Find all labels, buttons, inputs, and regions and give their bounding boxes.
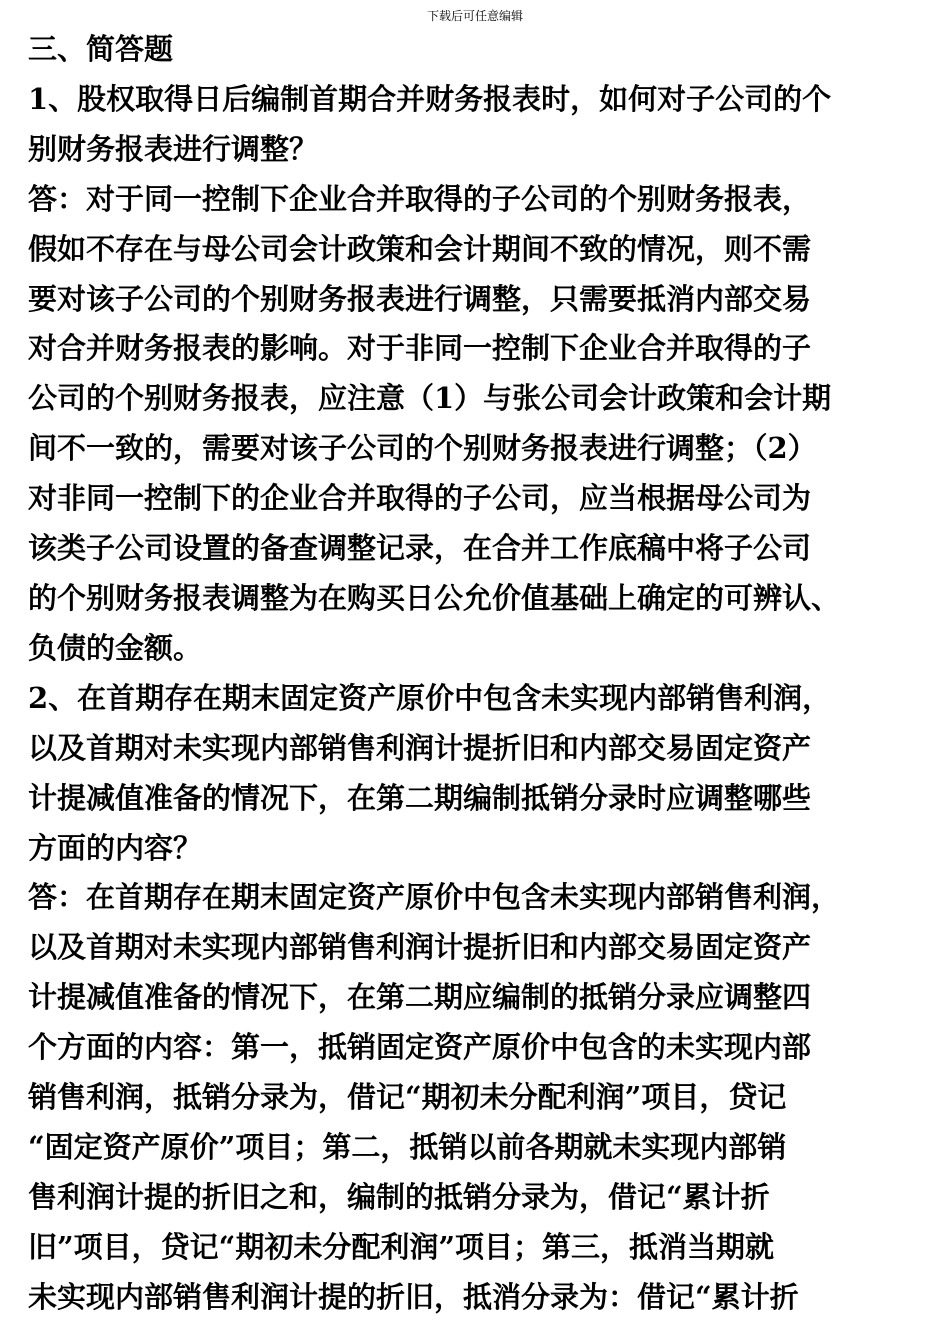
answer-2-line: 售利润计提的折旧之和，编制的抵销分录为，借记“累计折 [28,1179,770,1214]
answer-1-line: 负债的金额。 [28,630,203,665]
page-header-note: 下载后可任意编辑 [426,9,523,23]
answer-1-line: 对合并财务报表的影响。对于非同一控制下企业合并取得的子 [28,331,812,366]
question-2-line: 方面的内容？ [28,830,203,865]
section-title: 三、简答题 [28,32,174,66]
answer-1-line: 公司的个别财务报表，应注意（1）与张公司会计政策和会计期 [28,381,832,416]
question-2-line: 2、在首期存在期末固定资产原价中包含未实现内部销售利润， [28,680,832,715]
answer-2-line: 计提减值准备的情况下，在第二期应编制的抵销分录应调整四 [28,980,812,1015]
question-2-line: 以及首期对未实现内部销售利润计提折旧和内部交易固定资产 [28,730,812,765]
document-body [28,25,920,1323]
answer-1-line: 对非同一控制下的企业合并取得的子公司，应当根据母公司为 [28,481,812,516]
answer-2-line: 以及首期对未实现内部销售利润计提折旧和内部交易固定资产 [28,930,812,965]
answer-1-line: 答：对于同一控制下企业合并取得的子公司的个别财务报表， [28,181,812,216]
answer-2-line: 个方面的内容：第一，抵销固定资产原价中包含的未实现内部 [28,1030,812,1065]
answer-1-line: 该类子公司设置的备查调整记录，在合并工作底稿中将子公司 [28,531,812,566]
answer-1-line: 要对该子公司的个别财务报表进行调整，只需要抵消内部交易 [28,281,812,316]
question-1-line: 别财务报表进行调整？ [28,131,319,166]
answer-2-line: 答：在首期存在期末固定资产原价中包含未实现内部销售利润， [28,880,841,915]
question-2-line: 计提减值准备的情况下，在第二期编制抵销分录时应调整哪些 [28,780,812,815]
answer-2-line: “固定资产原价”项目；第二，抵销以前各期就未实现内部销 [28,1129,787,1164]
answer-1-line: 假如不存在与母公司会计政策和会计期间不致的情况，则不需 [28,231,812,266]
answer-2-line: 销售利润，抵销分录为，借记“期初未分配利润”项目，贷记 [28,1080,787,1115]
answer-1-line: 的个别财务报表调整为在购买日公允价值基础上确定的可辨认、 [28,580,841,615]
answer-1-line: 间不一致的，需要对该子公司的个别财务报表进行调整；（2） [28,431,817,466]
answer-2-line: 未实现内部销售利润计提的折旧，抵消分录为：借记“累计折 [28,1279,799,1314]
answer-2-line: 旧”项目，贷记“期初未分配利润”项目；第三，抵消当期就 [28,1229,775,1264]
question-1-line: 1、股权取得日后编制首期合并财务报表时，如何对子公司的个 [28,81,832,116]
